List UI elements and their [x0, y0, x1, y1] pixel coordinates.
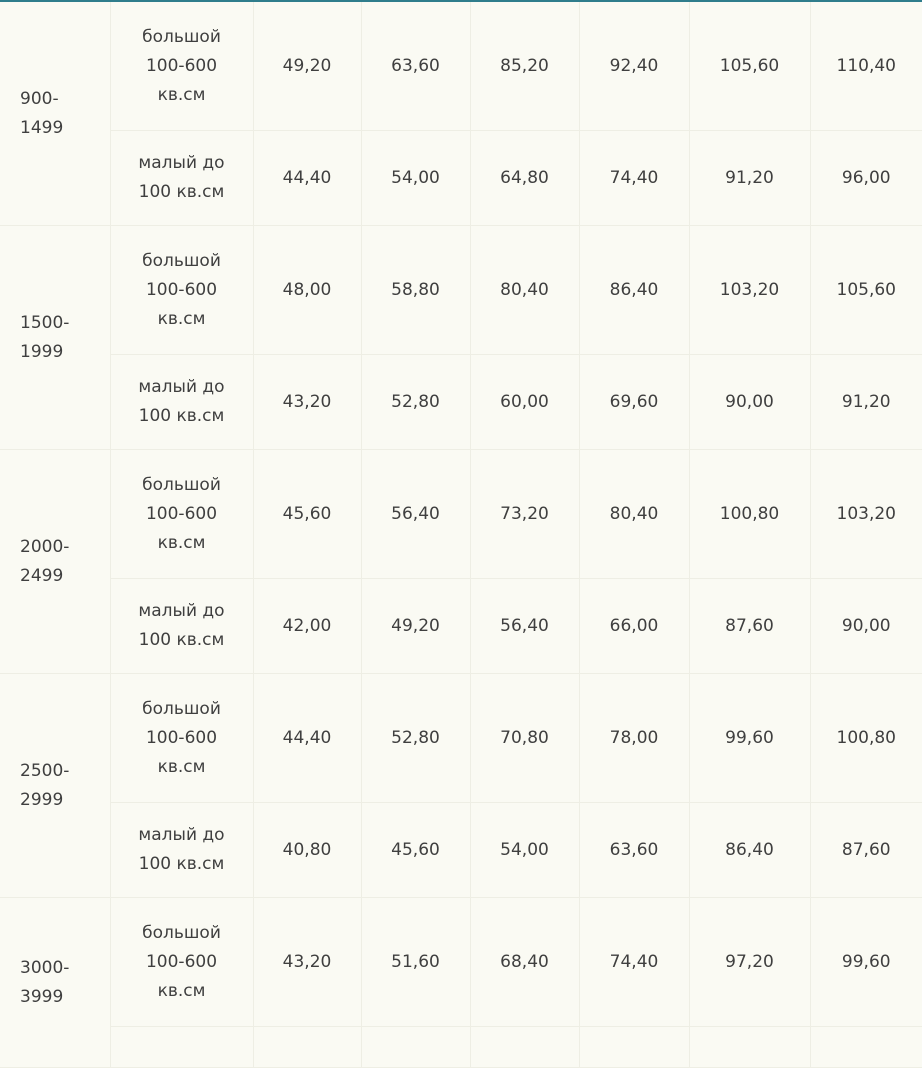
price-cell: 105,60: [689, 2, 810, 131]
price-cell: 92,40: [579, 2, 689, 131]
format-type-cell: [110, 1027, 253, 1068]
price-cell: 86,40: [689, 803, 810, 898]
price-cell: 42,00: [253, 579, 361, 674]
format-type-cell: [110, 898, 253, 1027]
price-cell: 99,60: [810, 898, 922, 1027]
table-row: [0, 803, 922, 898]
price-cell: 43,20: [253, 898, 361, 1027]
price-cell: 100,80: [689, 450, 810, 579]
price-cell: 63,60: [579, 803, 689, 898]
price-cell: 45,60: [253, 450, 361, 579]
price-cell: 73,20: [470, 450, 579, 579]
price-cell: 48,00: [253, 226, 361, 355]
price-cell: [689, 1027, 810, 1068]
format-type-cell: [110, 450, 253, 579]
price-cell: 45,60: [361, 803, 470, 898]
price-cell: 96,00: [810, 131, 922, 226]
price-cell: 90,00: [689, 355, 810, 450]
price-cell: [810, 1027, 922, 1068]
price-cell: 49,20: [361, 579, 470, 674]
table-row: [0, 2, 922, 131]
table-row: [0, 898, 922, 1027]
price-cell: 74,40: [579, 131, 689, 226]
price-cell: 52,80: [361, 355, 470, 450]
price-cell: 87,60: [689, 579, 810, 674]
price-cell: 58,80: [361, 226, 470, 355]
table-row: [0, 131, 922, 226]
format-type-cell: [110, 355, 253, 450]
size-range-label: 2500- 2999: [20, 760, 70, 810]
price-cell: 80,40: [579, 450, 689, 579]
price-cell: 68,40: [470, 898, 579, 1027]
price-cell: 91,20: [689, 131, 810, 226]
price-cell: 44,40: [253, 131, 361, 226]
price-cell: 87,60: [810, 803, 922, 898]
price-cell: 103,20: [689, 226, 810, 355]
format-type-label: малый до 100 кв.см: [138, 377, 225, 426]
price-cell: 44,40: [253, 674, 361, 803]
size-range-cell: [0, 674, 110, 898]
price-cell: 43,20: [253, 355, 361, 450]
price-cell: 103,20: [810, 450, 922, 579]
table-row: [0, 1027, 922, 1068]
price-cell: 54,00: [361, 131, 470, 226]
price-cell: 52,80: [361, 674, 470, 803]
format-type-cell: [110, 2, 253, 131]
price-cell: 105,60: [810, 226, 922, 355]
price-cell: 80,40: [470, 226, 579, 355]
format-type-label: большой 100-600 кв.см: [142, 474, 221, 553]
size-range-label: 1500- 1999: [20, 312, 70, 362]
price-cell: 49,20: [253, 2, 361, 131]
price-cell: 56,40: [361, 450, 470, 579]
price-cell: 86,40: [579, 226, 689, 355]
price-cell: 91,20: [810, 355, 922, 450]
price-cell: 90,00: [810, 579, 922, 674]
size-range-cell: [0, 2, 110, 226]
table-row: [0, 355, 922, 450]
price-cell: 40,80: [253, 803, 361, 898]
price-cell: 56,40: [470, 579, 579, 674]
price-cell: 66,00: [579, 579, 689, 674]
table-row: [0, 579, 922, 674]
price-cell: 78,00: [579, 674, 689, 803]
size-range-cell: [0, 450, 110, 674]
format-type-label: большой 100-600 кв.см: [142, 26, 221, 105]
price-cell: 99,60: [689, 674, 810, 803]
table-row: [0, 674, 922, 803]
format-type-cell: [110, 579, 253, 674]
price-cell: 97,20: [689, 898, 810, 1027]
format-type-label: малый до 100 кв.см: [138, 601, 225, 650]
table-body: [0, 2, 922, 1068]
table-row: [0, 226, 922, 355]
size-range-cell: [0, 898, 110, 1068]
price-table: [0, 2, 922, 1068]
price-cell: 51,60: [361, 898, 470, 1027]
format-type-label: большой 100-600 кв.см: [142, 250, 221, 329]
price-cell: 69,60: [579, 355, 689, 450]
price-cell: 100,80: [810, 674, 922, 803]
price-cell: 74,40: [579, 898, 689, 1027]
format-type-label: малый до 100 кв.см: [138, 153, 225, 202]
price-cell: 70,80: [470, 674, 579, 803]
price-cell: 54,00: [470, 803, 579, 898]
price-cell: [253, 1027, 361, 1068]
format-type-label: большой 100-600 кв.см: [142, 922, 221, 1001]
table-row: [0, 450, 922, 579]
price-cell: 63,60: [361, 2, 470, 131]
size-range-label: 900- 1499: [20, 88, 64, 138]
format-type-label: большой 100-600 кв.см: [142, 698, 221, 777]
format-type-cell: [110, 674, 253, 803]
format-type-cell: [110, 131, 253, 226]
price-cell: 60,00: [470, 355, 579, 450]
price-cell: [470, 1027, 579, 1068]
size-range-label: 2000- 2499: [20, 536, 70, 586]
size-range-cell: [0, 226, 110, 450]
format-type-label: малый до 100 кв.см: [138, 825, 225, 874]
price-cell: 85,20: [470, 2, 579, 131]
price-cell: 64,80: [470, 131, 579, 226]
price-cell: [361, 1027, 470, 1068]
format-type-cell: [110, 803, 253, 898]
size-range-label: 3000- 3999: [20, 957, 70, 1007]
price-cell: [579, 1027, 689, 1068]
price-cell: 110,40: [810, 2, 922, 131]
format-type-cell: [110, 226, 253, 355]
